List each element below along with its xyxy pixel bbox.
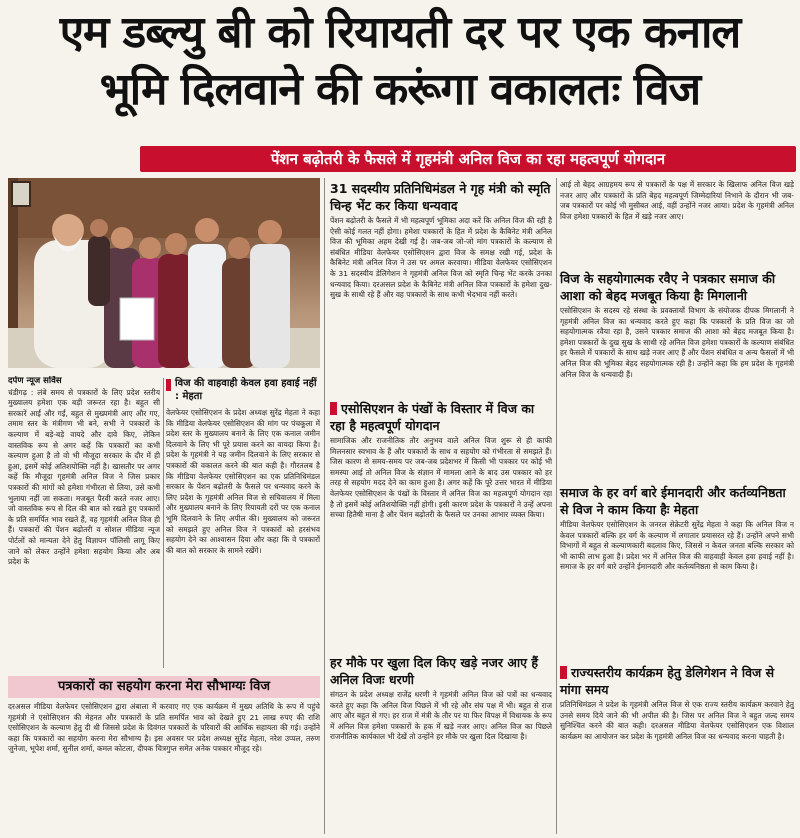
red-subheadline-banner: पेंशन बढ़ोतरी के फैसले में गृहमंत्री अनिल विज का रहा महत्वपूर्ण योगदान (140, 146, 796, 172)
right-paragraph-2 (560, 520, 794, 660)
right-paragraph-1 (560, 306, 794, 478)
middle-heading-1 (330, 180, 552, 214)
middle-paragraph-3-text: संगठन के प्रदेश अध्यक्ष राजेंद्र धरणी ने गृहमंत्री अनिल विज को पत्रों का धन्यवाद करते हुए कहा कि अनिल विज पिछले में भी रहे और संघ पक्ष में भी। बहुत से राज आए और बहुत से गए। हर राज में मंत्री के तौर पर या फिर विपक्ष में विधायक के रूप में अनिल विज हमेशा पत्रकारों के हक में खड़े नजर आए। अनिल विज का पिछले राजनीतिक कार्यकाल भी देखें तो उन्होंने हर मौके पर खुला दिल दिखाया है। (330, 690, 552, 742)
red-marker (330, 402, 337, 415)
right-paragraph-3-text: प्रतिनिधिमंडल ने प्रदेश के गृहमंत्री अनिल विज से एक राज्य स्तरीय कार्यक्रम करवाने हेतु उनसे समय दिये जाने की भी अपील की है। जिस पर अनिल विज ने बहुत जल्द समय सुनिश्चित करने की बात कही। दरअसल मीडिया वेलफेयर एसोसिएशन एक विशाल कार्यक्रम का आयोजन कर प्रदेश के गृहमंत्री अनिल विज का धन्यवाद करना चाहती है। (560, 700, 794, 741)
right-heading-3-text: राज्यस्तरीय कार्यक्रम हेतु डेलिगेशन ने विज से मांगा समय (560, 665, 775, 697)
left-column-1-text: चंडीगढ़ : लंबे समय से पत्रकारों के लिए प्रदेश स्तरीय मुख्यालय हमेशा एक बड़ी जरूरत रहा है। बहुत सी सरकारें आईं और गईं, बहुत से मुख्यमंत्री आए और गए, तमाम स्तर के मंत्रीगण भी बने, सभी ने पत्रकारों के कल्याण में बड़े-बड़े वायदे और दावे किए, लेकिन वास्तविक रूप से अगर कहें कि पत्रकारों का कभी कल्याण हुआ है तो वो भी मौजूदा सरकार के दौर में ही हुआ, इसमें कोई अतिशयोक्ति नहीं है। खासतौर पर अगर कहें कि मौजूदा गृहमंत्री अनिल विज ने जिस प्रकार पत्रकारों की मांगों को हमेशा गंभीरता से लिया, उसे कभी भुलाया नहीं जा सकता। मजबूत पैरवी करते नजर आए। जो वास्तविक रूप से दिल की बात को रखते हुए पत्रकारों के प्रति समर्पित भाव रखते हैं, वह गृहमंत्री अनिल विज ही हैं। पत्रकारों की पेंशन बढ़ोतरी व सोशल मीडिया न्यूज पोर्टलों को मान्यता देने हेतु विज्ञापन पॉलिसी लागू किए जाने को लेकर उन्होंने हमेशा सहयोग किया और अब प्रदेश के (8, 387, 160, 567)
middle-heading-3 (330, 654, 552, 688)
headline-line-1: एम डब्ल्यु बी को रियायती दर पर एक कनाल (59, 7, 741, 58)
right-heading-2-text: समाज के हर वर्ग बारे ईमानदारी और कर्तव्यनिष्ठता से विज ने काम किया हैः मेहता (560, 485, 786, 517)
left-column-2-text: वेलफेयर एसोसिएशन के प्रदेश अध्यक्ष सुरेंद्र मेहता ने कहा कि मीडिया वेलफेयर एसोसिएशन की मांग पर पंचकूला में प्रदेश स्तर के मुख्यालय बनाने के लिए एक कनाल जमीन दिलवाने के लिए भी पूरे प्रयास करने का वायदा किया है। प्रदेश के गृहमंत्री ने यह जमीन दिलवाने के लिए सरकार से पत्रकारों की वकालत करने की बात कही है। गौरतलब है कि मीडिया वेलफेयर एसोसिएशन का एक प्रतिनिधिमंडल सरकार के पेंशन बढ़ोतरी के फैसले पर धन्यवाद करने के लिए प्रदेश के गृहमंत्री अनिल विज से सचिवालय में मिला और मुख्यालय बनाने के लिए रियायती दरों पर एक कनाल भूमि दिलवाने के लिए अपील की। मुख्यालय को जरूरत को समझते हुए अनिल विज ने पत्रकारों को हरसंभव सहयोग देने का आश्वासन दिया और कहा कि वे पत्रकारों की बात को सरकार के सामने रखेंगे। (166, 408, 320, 555)
main-column-divider-1 (324, 178, 325, 834)
middle-heading-1-text: 31 सदस्यीय प्रतिनिधिमंडल ने गृह मंत्री को स्मृति चिन्ह भेंट कर किया धन्यवाद (330, 181, 551, 213)
vij-praise-subhead (166, 377, 318, 405)
middle-heading-2 (330, 400, 552, 434)
right-paragraph-0 (560, 180, 794, 268)
left-bottom-text: दरअसल मीडिया वेलफेयर एसोसिएशन द्वारा अंबाला में करवाए गए एक कार्यक्रम में मुख्य अतिथि के रूप में पहुंचे गृहमंत्री ने एसोसिएशन की मेहनत और पत्रकारों के प्रति समर्पित भाव को देखते हुए 21 लाख रुपए की राशि एसोसिएशन के कल्याण हेतु दी थी जिससे प्रदेश के दिवंगत पत्रकारों के परिवारों की आर्थिक सहायता की गई। उन्होंने कहा कि पत्रकारों का सहयोग करना मेरा सौभाग्य है। इस अवसर पर प्रदेश अध्यक्ष सुरेंद्र मेहता, नरेश उप्पल, तरुण जुनेजा, भूपेश शर्मा, सुनील शर्मा, कमल कोटला, दीपक चित्रगुप्त समेत अनेक पत्रकार मौजूद रहे। (8, 702, 320, 754)
middle-paragraph-2-text: सामाजिक और राजनीतिक तौर अनुभव वाले अनिल विज शुरू से ही काफी मिलनसार स्वभाव के हैं और पत्रकारों के साथ व सहयोग को गंभीरता से समझते हैं। जिस कारण से समय-समय पर जब-जब प्रदेशभर में किसी भी पत्रकार पर कोई भी समस्या आई तो अनिल विज के संज्ञान में मामला आने के बाद उस पत्रकार को हर तरह से सहयोग मदद देने का काम हुआ है। अगर कहें कि पूरे उत्तर भारत में मीडिया वेलफेयर एसोसिएशन के पंखों के विस्तार में अनिल विज का महत्वपूर्ण योगदान रहा है तो इसमें कोई अतिशयोक्ति नहीं होगी। इसी कारण प्रदेश के पत्रकारों ने उन्हें अपना सच्चा हितैषी माना है और पेंशन बढ़ोतरी के फैसले पर उनका आभार व्यक्त किया। (330, 436, 552, 520)
main-column-divider-2 (556, 178, 557, 834)
middle-paragraph-1 (330, 216, 552, 396)
middle-paragraph-2 (330, 436, 552, 648)
right-heading-2 (560, 484, 794, 518)
right-paragraph-1-text: एसोसिएशन के सदस्य रहे संस्था के प्रवक्तायों विभाग के संयोजक दीपक मिगलानी ने गृहमंत्री अनिल विज का धन्यवाद करते हुए कहा कि पत्रकारों के प्रति विज का जो सहयोगात्मक रवैया रहा है, उसने पत्रकार समाज की आशा को बेहद मजबूत किया है। हमेशा पत्रकारों के दुख सुख के साथी रहे अनिल विज हमेशा पत्रकारों के कल्याण संबंधित हर फैसले में पत्रकारों के साथ खड़े नजर आए हैं और पेंशन संबंधित व अन्य फैसलों में भी अनिल विज की भूमिका बेहद सहयोगात्मक रही है। उन्होंने कहा कि हम प्रदेश के गृहमंत्री अनिल विज के धन्यवादी हैं। (560, 306, 794, 379)
vij-praise-subhead-text: विज की वाहवाही केवल हवा हवाई नहीं : मेहता (175, 378, 317, 402)
right-heading-1 (560, 270, 794, 304)
red-marker (166, 379, 171, 391)
middle-paragraph-1-text: पेंशन बढ़ोतरी के फैसले में भी महत्वपूर्ण भूमिका अदा करें कि अनिल विज की रही है ऐसी कोई गलत नहीं होगा। हमेशा पत्रकारों के हित में प्रदेश के कैबिनेट मंत्री अनिल विज की भूमिका अहम देखी गई है। जब-जब जो-जो मांग पत्रकारों के कल्याण से संबंधित मीडिया वेलफेयर एसोसिएशन द्वारा विज के समक्ष रखी गई, प्रदेश के कैबिनेट मंत्री अनिल विज ने उस पर अमल करवाया। मीडिया वेलफेयर एसोसिएशन के 31 सदस्यीय डेलिगेशन ने गृहमंत्री अनिल विज को स्मृति चिन्ह भेंट करके उनका धन्यवाद किया। दरअसल प्रदेश के कैबिनेट मंत्री अनिल विज पत्रकारों के हमेशा दुख-सुख के साथी रहे हैं और वह पत्रकारों के साथ कभी भेदभाव नहीं करते। (330, 216, 552, 300)
middle-heading-2-text: एसोसिएशन के पंखों के विस्तार में विज का रहा है महत्वपूर्ण योगदान (330, 401, 535, 433)
column-divider (163, 378, 164, 668)
headline-line-2: भूमि दिलवाने की करूंगा वकालतः विज (99, 64, 701, 115)
right-heading-3 (560, 664, 794, 698)
left-bottom-article (8, 702, 320, 832)
right-heading-1-text: विज के सहयोगात्मक रवैए ने पत्रकार समाज की आशा को बेहद मजबूत किया हैः मिगलानी (560, 271, 776, 303)
middle-heading-3-text: हर मौके पर खुला दिल किए खड़े नजर आए हैं अनिल विजः धरणी (330, 655, 539, 687)
middle-paragraph-3 (330, 690, 552, 832)
right-paragraph-0-text: आई तो बेहद आग्रहमय रूप से पत्रकारों के पक्ष में सरकार के खिलाफ अनिल विज खड़े नजर आए और पत्रकारों के प्रति बेहद महत्वपूर्ण जिम्मेदारियां निभाने के दौरान भी जब-जब पत्रकारों पर कोई भी मुसीबत आई, वहीं उन्होंने नजर आया। प्रदेश के गृहमंत्री अनिल विज हमेशा पत्रकारों के हित में खड़े नजर आए। (560, 180, 794, 221)
group-photo-illustration (8, 178, 320, 368)
left-column-2 (166, 408, 320, 666)
right-paragraph-2-text: मीडिया वेलफेयर एसोसिएशन के जनरल सेक्रेटरी सुरेंद्र मेहता ने कहा कि अनिल विज न केवल पत्रकारों बल्कि हर वर्ग के कल्याण में लगातार प्रयासरत रहे हैं। उन्होंने अपने सभी विभागों में बहुत से कल्याणकारी बदलाव किए, जिससे न केवल जनता बल्कि सरकार को भी काफी लाभ हुआ है। प्रदेश भर में अनिल विज की वाहवाही केवल हवा हवाई नहीं है। समाज के हर वर्ग बारे उन्होंने ईमानदारी और कर्तव्यनिष्ठता से काम किया है। (560, 520, 794, 572)
left-column-1 (8, 376, 160, 666)
news-photo (8, 178, 320, 368)
red-marker (560, 666, 567, 679)
right-paragraph-3 (560, 700, 794, 832)
pink-section-heading: पत्रकारों का सहयोग करना मेरा सौभाग्यः विज (8, 676, 320, 698)
main-headline (8, 4, 792, 118)
byline: दर्पण न्यूज सर्विस (8, 376, 62, 386)
